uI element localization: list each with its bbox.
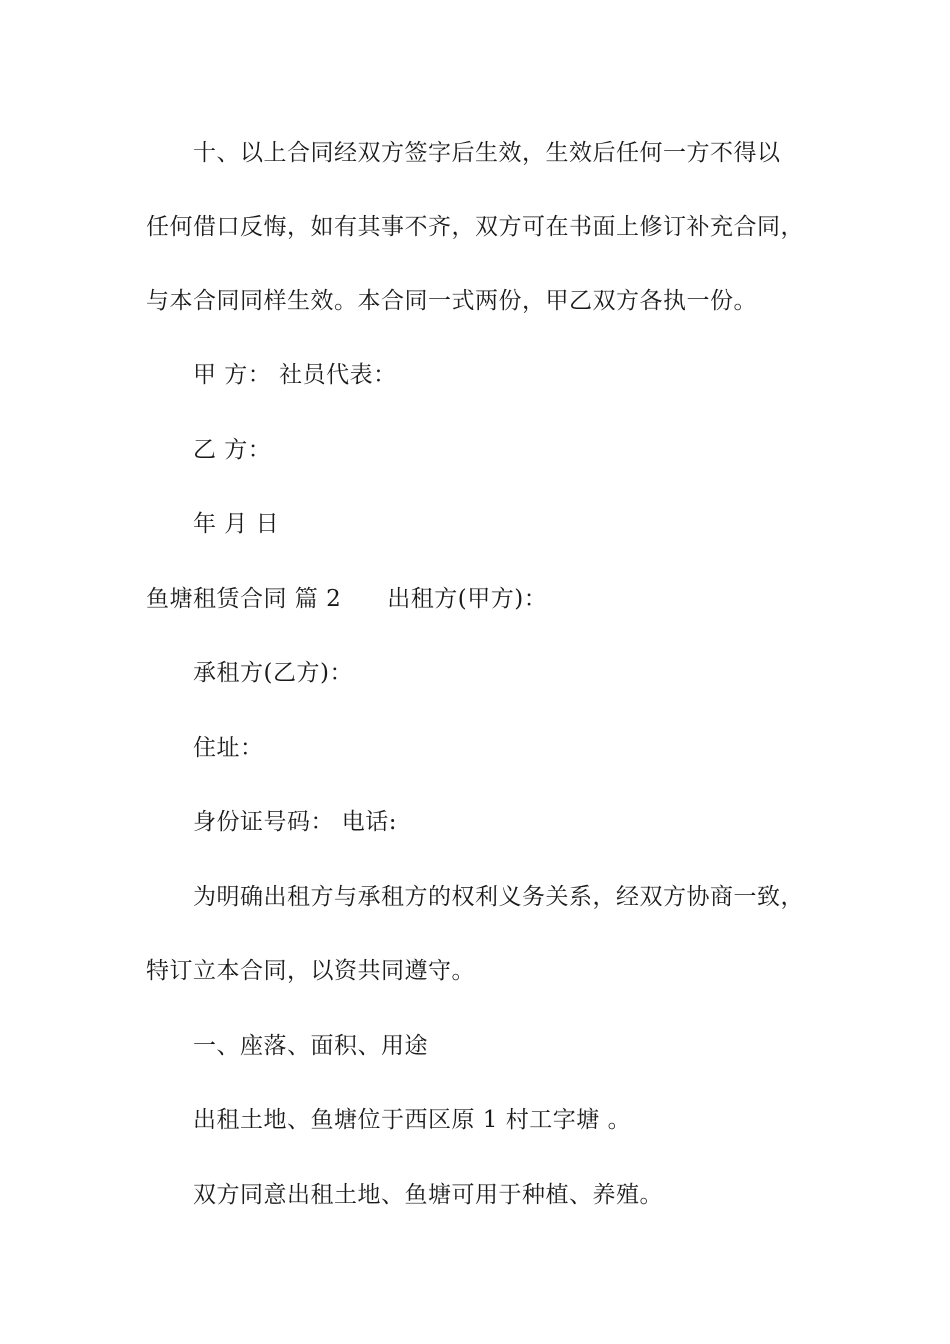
section-heading-line — [146, 584, 836, 614]
paragraph-line: 十、以上合同经双方签字后生效，生效后任何一方不得以 — [193, 140, 781, 166]
address-label: 住址： — [193, 735, 264, 761]
paragraph-line: 出租土地、鱼塘位于西区原 1 村工字塘 。 — [193, 1107, 632, 1133]
lessor-label: 出租方(甲方)： — [387, 586, 548, 612]
id-phone-label: 身份证号码： 电话: — [193, 809, 398, 835]
paragraph-line: 特订立本合同，以资共同遵守。 — [146, 958, 475, 984]
paragraph-line: 任何借口反悔，如有其事不齐，双方可在书面上修订补充合同， — [146, 214, 804, 240]
paragraph-line: 双方同意出租土地、鱼塘可用于种植、养殖。 — [193, 1182, 663, 1208]
contract-title: 鱼塘租赁合同 篇 2 — [146, 586, 342, 612]
party-a-signature-line: 甲 方： 社员代表： — [193, 362, 397, 388]
paragraph-line: 与本合同同样生效。本合同一式两份，甲乙双方各执一份。 — [146, 288, 757, 314]
party-b-signature-line: 乙 方： — [193, 437, 272, 463]
date-line: 年 月 日 — [193, 511, 280, 537]
clause-heading: 一、座落、面积、用途 — [193, 1033, 428, 1059]
paragraph-line: 为明确出租方与承租方的权利义务关系，经双方协商一致， — [193, 884, 804, 910]
lessee-label: 承租方(乙方)： — [193, 660, 353, 686]
